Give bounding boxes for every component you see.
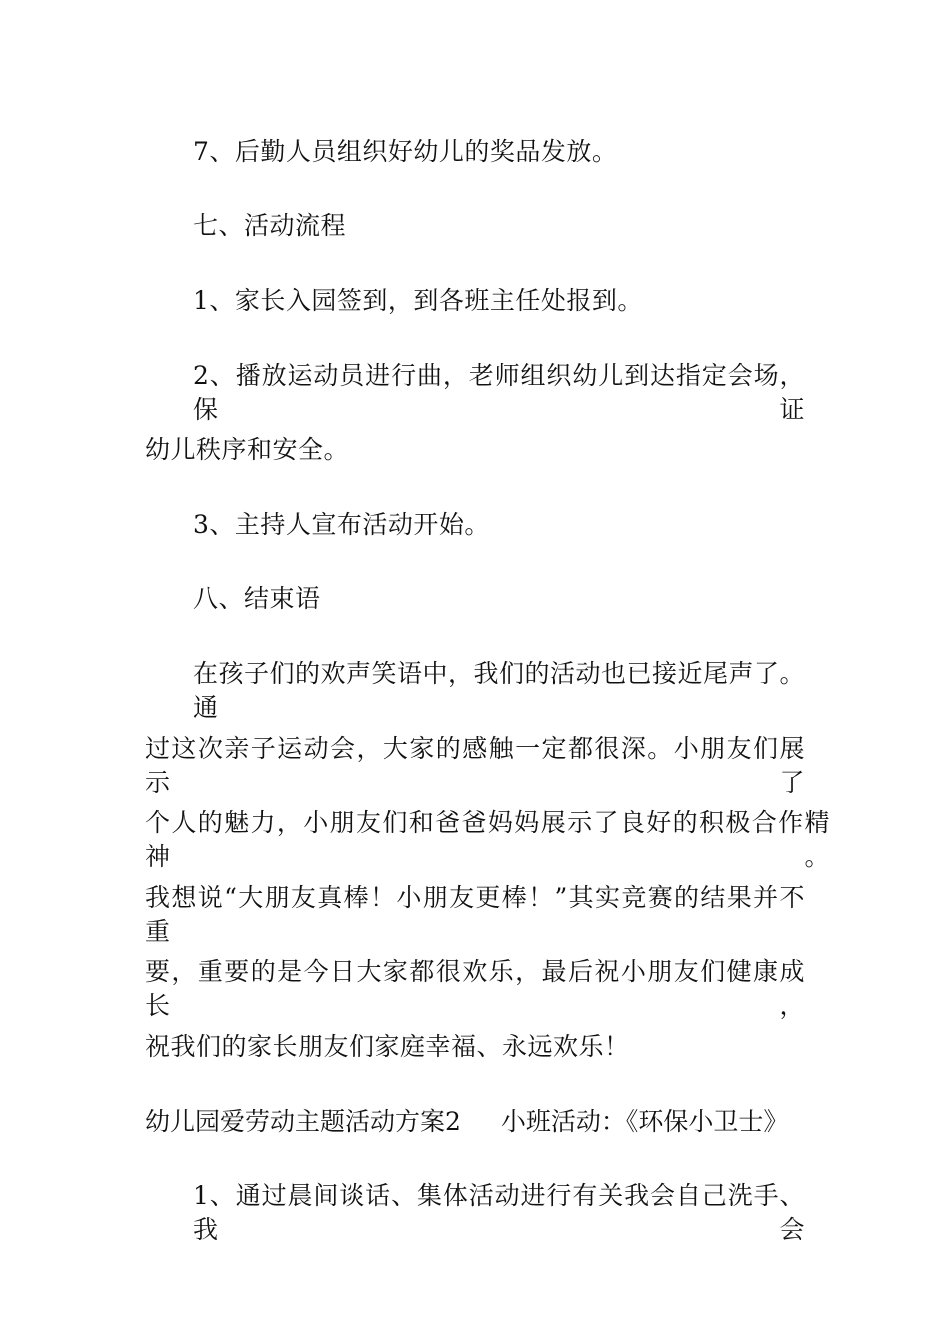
paragraph-line: 过这次亲子运动会，大家的感触一定都很深。小朋友们展示了 [145,734,805,797]
activity-subtitle: 小班活动：《环保小卫士》 [500,1107,789,1136]
paragraph-line: 个人的魅力，小朋友们和爸爸妈妈展示了良好的积极合作精神。 [145,808,830,871]
section-heading: 七、活动流程 [193,211,347,240]
paragraph-line: 3、主持人宣布活动开始。 [193,510,490,539]
paragraph-line: 7、后勤人员组织好幼儿的奖品发放。 [193,137,618,166]
paragraph-line: 1、家长入园签到，到各班主任处报到。 [193,286,643,315]
paragraph-line: 我想说“大朋友真棒！小朋友更棒！”其实竞赛的结果并不重 [145,883,805,946]
paragraph-line: 要，重要的是今日大家都很欢乐，最后祝小朋友们健康成长， [145,957,805,1020]
section-heading: 八、结束语 [193,584,321,613]
paragraph-line: 1、通过晨间谈话、集体活动进行有关我会自己洗手、我会 [193,1181,805,1244]
plan-title: 幼儿园爱劳动主题活动方案2 [145,1107,461,1136]
document-title-line [145,1105,788,1139]
paragraph-line: 祝我们的家长朋友们家庭幸福、永远欢乐！ [145,1032,630,1061]
paragraph-line: 2、播放运动员进行曲，老师组织幼儿到达指定会场，保证 [193,361,805,424]
paragraph-line: 幼儿秩序和安全。 [145,435,350,464]
paragraph-line: 在孩子们的欢声笑语中，我们的活动也已接近尾声了。通 [193,659,806,722]
